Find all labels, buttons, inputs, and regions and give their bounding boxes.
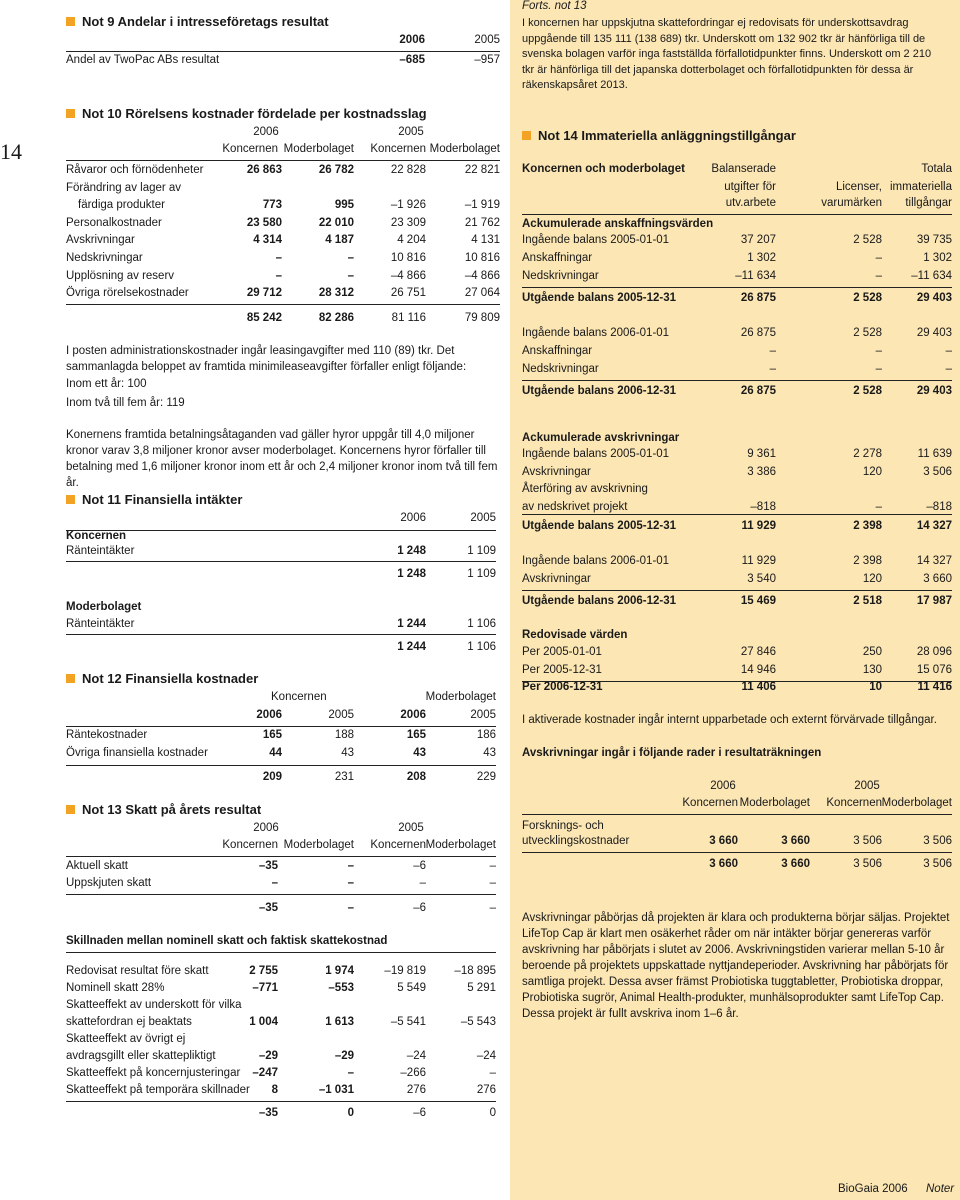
cell-value: 43 — [483, 747, 496, 759]
column-header: Moderbolaget — [429, 143, 500, 155]
row-label: avdragsgillt eller skattepliktigt — [66, 1050, 216, 1062]
total-value: 1 248 — [397, 568, 426, 580]
total-value: –6 — [413, 1107, 426, 1119]
row-label: Avskrivningar — [522, 573, 591, 585]
row-label: Per 2005-01-01 — [522, 646, 602, 658]
divider — [522, 814, 952, 815]
cell-value: 5 549 — [397, 982, 426, 994]
section-heading: Ackumulerade avskrivningar — [522, 432, 680, 444]
column-header: Licenser, — [835, 181, 882, 193]
column-header: utv.arbete — [725, 197, 776, 209]
cell-value: – — [769, 345, 776, 357]
cell-value: 3 660 — [923, 573, 952, 585]
cell-value: – — [875, 363, 882, 375]
divider — [66, 894, 496, 895]
cell-value: 23 309 — [390, 216, 426, 229]
cell-value: 2 528 — [853, 327, 882, 339]
row-label: Uppskjuten skatt — [66, 877, 152, 889]
divider — [66, 952, 496, 953]
cell-value: –553 — [328, 982, 354, 994]
year-header: 2005 — [854, 780, 880, 792]
cell-value: – — [275, 252, 282, 264]
divider — [66, 160, 500, 161]
total-label: Utgående balans 2006-12-31 — [522, 385, 677, 397]
cell-value: – — [945, 363, 952, 375]
row-label: Skatteeffekt av övrigt ej — [66, 1033, 186, 1045]
cell-value: 26 782 — [318, 164, 354, 176]
total-value: 11 929 — [741, 520, 776, 532]
cell-value: 1 109 — [467, 545, 496, 557]
cell-value: 2 755 — [249, 965, 278, 977]
divider — [66, 561, 496, 562]
total-value: 81 116 — [391, 312, 426, 324]
total-value: 2 398 — [853, 520, 882, 532]
row-label: Upplösning av reserv — [66, 269, 175, 282]
row-label: Ingående balans 2006-01-01 — [522, 555, 670, 567]
cell-value: – — [275, 269, 282, 282]
year-header: 2005 — [470, 512, 496, 524]
note-14-capitalized-text: I aktiverade kostnader ingår internt upparbetade och externt förvärvade tillgångar. — [522, 714, 937, 726]
cell-value: 10 816 — [390, 252, 426, 264]
cell-value: 27 064 — [464, 287, 500, 300]
cell-value: –5 541 — [390, 1016, 426, 1028]
divider — [66, 726, 496, 727]
column-header: Koncernen — [682, 797, 738, 809]
total-value: – — [489, 902, 496, 914]
cell-value: 23 580 — [246, 216, 282, 229]
cell-value: 165 — [262, 729, 282, 741]
cell-value: –771 — [252, 982, 278, 994]
cell-value: 1 248 — [397, 545, 426, 557]
cell-value: 1 244 — [397, 618, 426, 630]
column-header: Koncernen — [370, 143, 426, 155]
row-label: Aktuell skatt — [66, 860, 128, 872]
total-value: 2 528 — [853, 292, 882, 304]
row-label: Redovisat resultat före skatt — [66, 965, 209, 977]
cell-value: –266 — [400, 1067, 426, 1079]
cell-value: 186 — [476, 729, 496, 741]
cell-value: 1 302 — [747, 252, 776, 264]
cell-value: 9 361 — [747, 448, 776, 460]
total-value: 3 660 — [709, 858, 738, 870]
cell-value: 28 096 — [916, 646, 952, 658]
row-label: Nominell skatt 28% — [66, 982, 165, 994]
row-label: Ingående balans 2005-01-01 — [522, 448, 670, 460]
total-value: 26 875 — [740, 292, 776, 304]
bullet-square-icon — [522, 131, 531, 140]
year-header: 2006 — [399, 34, 425, 46]
cell-value: – — [875, 270, 882, 282]
section-heading: Ackumulerade anskaffningsvärden — [522, 218, 714, 230]
column-header: varumärken — [821, 197, 882, 209]
cell-value: –685 — [399, 54, 425, 66]
total-value: 3 506 — [923, 858, 952, 870]
year-header: 2005 — [398, 126, 424, 138]
column-header: utgifter för — [724, 181, 776, 193]
note-13-title: Not 13 Skatt på årets resultat — [66, 802, 261, 817]
cell-value: –11 634 — [911, 270, 952, 282]
divider — [522, 287, 952, 288]
cell-value: –35 — [258, 860, 278, 872]
cell-value: 188 — [334, 729, 354, 741]
cell-value: – — [875, 345, 882, 357]
row-label: av nedskrivet projekt — [522, 500, 628, 513]
cell-value: – — [347, 860, 354, 872]
divider — [66, 856, 496, 857]
cell-value: –4 866 — [390, 269, 426, 282]
total-label: Utgående balans 2005-12-31 — [522, 292, 677, 304]
bullet-square-icon — [66, 109, 75, 118]
column-header: Totala — [921, 163, 952, 175]
row-label: Övriga finansiella kostnader — [66, 747, 208, 759]
cell-value: –818 — [926, 500, 952, 513]
total-value: 1 244 — [397, 641, 426, 653]
divider — [66, 1101, 496, 1102]
total-value: 29 403 — [916, 292, 952, 304]
cell-value: 773 — [262, 199, 282, 212]
total-value: 1 109 — [467, 568, 496, 580]
row-label: Skatteeffekt på koncernjusteringar — [66, 1067, 241, 1079]
cell-value: 27 846 — [740, 646, 776, 658]
row-label: Forsknings- och — [522, 820, 604, 832]
cell-value: – — [347, 269, 354, 282]
row-label: skattefordran ej beaktats — [66, 1016, 192, 1028]
cell-value: 4 187 — [325, 234, 354, 247]
note-10-two-to-five-years: Inom två till fem år: 119 — [66, 397, 185, 409]
cell-value: 44 — [269, 747, 282, 759]
note-14-depreciation-table — [522, 778, 952, 878]
bullet-square-icon — [66, 495, 75, 504]
divider — [522, 852, 952, 853]
divider — [522, 380, 952, 381]
cell-value: – — [489, 860, 496, 872]
cell-value: 3 386 — [747, 465, 776, 478]
cell-value: 15 076 — [916, 664, 952, 676]
cell-value: 26 751 — [390, 287, 426, 300]
total-value: 79 809 — [464, 312, 500, 324]
row-label: Övriga rörelsekostnader — [66, 287, 189, 300]
year-header: 2005 — [328, 709, 354, 721]
total-value: 209 — [262, 771, 282, 783]
cell-value: –1 031 — [318, 1084, 354, 1096]
row-label: Ränteintäkter — [66, 545, 135, 557]
year-header: 2006 — [253, 822, 279, 834]
divider — [66, 634, 496, 635]
row-label: Personalkostnader — [66, 216, 162, 229]
cell-value: 21 762 — [464, 216, 500, 229]
cell-value: 1 302 — [923, 252, 952, 264]
footer-section: Noter — [926, 1183, 955, 1195]
cell-value: – — [419, 877, 426, 889]
total-value: –6 — [413, 902, 426, 914]
cell-value: –1 919 — [464, 199, 500, 212]
cell-value: –957 — [474, 54, 500, 66]
total-label: Utgående balans 2005-12-31 — [522, 520, 677, 532]
total-value: – — [347, 902, 354, 914]
cell-value: – — [271, 877, 278, 889]
cell-value: –29 — [258, 1050, 278, 1062]
row-label: Ingående balans 2006-01-01 — [522, 327, 670, 339]
total-value: 85 242 — [246, 312, 282, 324]
cell-value: 14 946 — [740, 664, 776, 676]
cell-value: 1 004 — [249, 1016, 278, 1028]
row-label: Skatteeffekt på temporära skillnader — [66, 1084, 250, 1096]
cell-value: – — [347, 252, 354, 264]
cell-value: – — [347, 877, 354, 889]
total-value: 15 469 — [740, 595, 776, 607]
cell-value: 3 660 — [709, 835, 738, 847]
group-header: Moderbolaget — [425, 691, 496, 703]
year-header: 2006 — [253, 126, 279, 138]
total-value: 0 — [347, 1107, 354, 1119]
column-header: Koncernen — [222, 143, 278, 155]
note-14-sub-heading: Avskrivningar ingår i följande rader i resultaträkningen — [522, 747, 822, 759]
column-header: Balanserade — [711, 163, 776, 175]
cell-value: 11 929 — [741, 555, 776, 567]
divider — [522, 214, 952, 215]
column-header: Koncernen — [370, 839, 426, 851]
cell-value: 2 278 — [853, 448, 882, 460]
total-value: 26 875 — [740, 385, 776, 397]
cell-value: 37 207 — [740, 234, 776, 246]
page-number: 14 — [0, 139, 22, 164]
total-value: 229 — [476, 771, 496, 783]
divider — [522, 514, 952, 515]
bullet-square-icon — [66, 674, 75, 683]
cell-value: 11 639 — [917, 448, 952, 460]
row-label: Ingående balans 2005-01-01 — [522, 234, 670, 246]
group-heading: Moderbolaget — [66, 601, 142, 613]
cell-value: –24 — [476, 1050, 496, 1062]
row-label: Råvaror och förnödenheter — [66, 164, 204, 176]
total-value: 1 106 — [467, 641, 496, 653]
column-header: Moderbolaget — [283, 143, 354, 155]
note-14-depreciation-text: Avskrivningar påbörjas då projekten är klara och produkterna börjar säljas. Projektet LifeTop Cap är klart men osäkerhet råder om när intäkter börjar genereras varför avskrivning har påbörjats i slutet av 2006. Avskrivningstiden varierar mellan 5-10 år beroende på projektets uppskattade nyttjandeperioder. Avskrivning har påbörjats för samtliga projekt. Dessa avser främst Probiotiska tuggtabletter, Probiotiska droppar, Probiotiska sugrör, Animal Health-produkter, munhälsoprodukter samt LifeTop Cap. Dessa projekt är fullt avskriva inom 1–6 år. — [522, 912, 950, 1020]
cell-value: 26 863 — [246, 164, 282, 176]
cell-value: – — [875, 252, 882, 264]
continued-label: Forts. not 13 — [522, 0, 587, 12]
cell-value: 3 660 — [781, 835, 810, 847]
cell-value: 2 398 — [853, 555, 882, 567]
cell-value: 39 735 — [916, 234, 952, 246]
cell-value: 28 312 — [318, 287, 354, 300]
cell-value: 8 — [271, 1084, 278, 1096]
total-label: Per 2006-12-31 — [522, 681, 603, 693]
row-label: Återföring av avskrivning — [522, 483, 648, 495]
column-header: Koncernen — [826, 797, 882, 809]
year-header: 2005 — [398, 822, 424, 834]
cell-value: 2 528 — [853, 234, 882, 246]
row-label: Anskaffningar — [522, 345, 593, 357]
column-header: Moderbolaget — [739, 797, 810, 809]
cell-value: 22 828 — [390, 164, 426, 176]
cell-value: 120 — [862, 573, 882, 585]
cell-value: –29 — [334, 1050, 354, 1062]
cell-value: 1 106 — [467, 618, 496, 630]
cell-value: –4 866 — [464, 269, 500, 282]
cell-value: 1 974 — [325, 965, 354, 977]
total-value: 2 528 — [853, 385, 882, 397]
note-13 — [66, 802, 496, 1127]
total-value: 11 406 — [741, 681, 776, 693]
row-label: Nedskrivningar — [522, 363, 599, 375]
cell-value: 3 506 — [923, 465, 952, 478]
cell-value: 4 204 — [397, 234, 426, 247]
cell-value: 276 — [406, 1084, 426, 1096]
cell-value: – — [347, 1067, 354, 1079]
note-14 — [522, 128, 952, 718]
total-value: 2 518 — [853, 595, 882, 607]
total-value: 14 327 — [916, 520, 952, 532]
column-header: Koncernen — [222, 839, 278, 851]
row-label: Nedskrivningar — [522, 270, 599, 282]
note-10-rent-text: Konernens framtida betalningsåtaganden vad gäller hyror uppgår till 4,0 miljoner kronor varav 3,8 miljoner kronor avser moderbolaget. Koncernens hyror förfaller till betalning med 1,6 miljoner kronor inom ett år och 2,4 miljoner kronor inom två till fem år. — [66, 429, 498, 489]
row-label: Per 2005-12-31 — [522, 664, 602, 676]
cell-value: 14 327 — [916, 555, 952, 567]
group-heading: Koncernen — [66, 530, 127, 542]
footer-brand: BioGaia 2006 — [838, 1183, 908, 1195]
cell-value: 29 712 — [246, 287, 282, 300]
cell-value: 130 — [862, 664, 882, 676]
row-label: Förändring av lager av — [66, 181, 182, 194]
cell-value: 165 — [406, 729, 426, 741]
total-value: 231 — [334, 771, 354, 783]
cell-value: – — [489, 877, 496, 889]
bullet-square-icon — [66, 17, 75, 26]
row-label: Räntekostnader — [66, 729, 148, 741]
row-label: Skatteeffekt av underskott för vilka — [66, 999, 242, 1011]
note-10-leasing-text: I posten administrationskostnader ingår leasingavgifter med 110 (89) tkr. Det sammanlagda beloppet av framtida minimileaseavgifter förfaller enligt följande: — [66, 345, 467, 373]
cell-value: 43 — [413, 747, 426, 759]
year-header: 2005 — [470, 709, 496, 721]
year-header: 2006 — [710, 780, 736, 792]
total-value: –35 — [258, 902, 278, 914]
cell-value: –1 926 — [390, 199, 426, 212]
cell-value: 3 540 — [747, 573, 776, 585]
row-label: utvecklingskostnader — [522, 835, 630, 847]
total-value: 10 — [869, 681, 882, 693]
divider — [522, 590, 952, 591]
year-header: 2006 — [400, 709, 426, 721]
cell-value: –11 634 — [735, 270, 776, 282]
section-heading: Redovisade värden — [522, 629, 628, 641]
row-label: Nedskrivningar — [66, 252, 143, 264]
cell-value: 43 — [341, 747, 354, 759]
divider — [66, 51, 500, 52]
cell-value: – — [769, 363, 776, 375]
sub-heading: Skillnaden mellan nominell skatt och faktisk skattekostnad — [66, 935, 388, 947]
cell-value: –6 — [413, 860, 426, 872]
column-heading: Koncernen och moderbolaget — [522, 163, 685, 175]
cell-value: –247 — [252, 1067, 278, 1079]
cell-value: –5 543 — [460, 1016, 496, 1028]
total-value: 11 416 — [917, 681, 952, 693]
row-label: Anskaffningar — [522, 252, 593, 264]
year-header: 2005 — [474, 34, 500, 46]
total-value: 17 987 — [916, 595, 952, 607]
total-value: 82 286 — [318, 312, 354, 324]
cell-value: 22 821 — [464, 164, 500, 176]
cell-value: –19 819 — [384, 965, 426, 977]
cell-value: 4 131 — [471, 234, 500, 247]
total-value: –35 — [258, 1107, 278, 1119]
cell-value: 1 613 — [325, 1016, 354, 1028]
cell-value: – — [945, 345, 952, 357]
column-header: immateriella — [890, 181, 952, 193]
cell-value: 3 506 — [853, 835, 882, 847]
divider — [66, 304, 500, 305]
note-11-title: Not 11 Finansiella intäkter — [66, 492, 242, 507]
cell-value: 4 314 — [253, 234, 282, 247]
cell-value: 3 506 — [923, 835, 952, 847]
total-value: 29 403 — [916, 385, 952, 397]
divider — [66, 765, 496, 766]
total-value: 3 506 — [853, 858, 882, 870]
note-13-continued-text: I koncernen har uppskjutna skattefordringar ej redovisats för underskottsavdrag uppgående till 135 111 (138 689) tkr. Underskott om 132 902 tkr är hänförliga till de svenska bolagen varför inga fastställda förfallotidpunkter finns. Underskott om 2 210 tkr är hänförliga till det japanska dotterbolaget och förfallotidpunkten för dessa är räkenskapsåret 2013. — [522, 17, 932, 91]
year-header: 2006 — [400, 512, 426, 524]
divider — [66, 530, 496, 531]
column-header: tillgångar — [905, 197, 952, 209]
row-label: Avskrivningar — [66, 234, 135, 247]
row-label: färdiga produkter — [78, 199, 165, 212]
column-header: Moderbolaget — [283, 839, 354, 851]
cell-value: –18 895 — [454, 965, 496, 977]
group-header: Koncernen — [271, 691, 327, 703]
column-header: Moderbolaget — [881, 797, 952, 809]
row-label: Ränteintäkter — [66, 618, 135, 630]
total-value: 208 — [406, 771, 426, 783]
note-12 — [66, 671, 496, 786]
cell-value: 995 — [334, 199, 354, 212]
bullet-square-icon — [66, 805, 75, 814]
note-12-title: Not 12 Finansiella kostnader — [66, 671, 258, 686]
year-header: 2006 — [256, 709, 282, 721]
cell-value: 26 875 — [740, 327, 776, 339]
cell-value: – — [875, 500, 882, 513]
note-14-title: Not 14 Immateriella anläggningstillgångar — [522, 128, 796, 143]
note-11 — [66, 492, 496, 662]
cell-value: –24 — [406, 1050, 426, 1062]
cell-value: 10 816 — [464, 252, 500, 264]
note-10-title: Not 10 Rörelsens kostnader fördelade per kostnadsslag — [66, 106, 427, 121]
note-10-within-one-year: Inom ett år: 100 — [66, 378, 147, 390]
total-value: 3 660 — [781, 858, 810, 870]
total-label: Utgående balans 2006-12-31 — [522, 595, 677, 607]
row-label: Avskrivningar — [522, 465, 591, 478]
cell-value: 276 — [476, 1084, 496, 1096]
cell-value: 120 — [862, 465, 882, 478]
cell-value: 250 — [862, 646, 882, 658]
note-9-title: Not 9 Andelar i intresseföretags resultat — [66, 14, 329, 29]
note-9 — [66, 14, 500, 74]
total-value: 0 — [489, 1107, 496, 1119]
cell-value: 5 291 — [467, 982, 496, 994]
cell-value: – — [489, 1067, 496, 1079]
cell-value: 29 403 — [916, 327, 952, 339]
cell-value: –818 — [750, 500, 776, 513]
cell-value: 22 010 — [318, 216, 354, 229]
row-label: Andel av TwoPac ABs resultat — [66, 54, 220, 66]
column-header: Moderbolaget — [425, 839, 496, 851]
